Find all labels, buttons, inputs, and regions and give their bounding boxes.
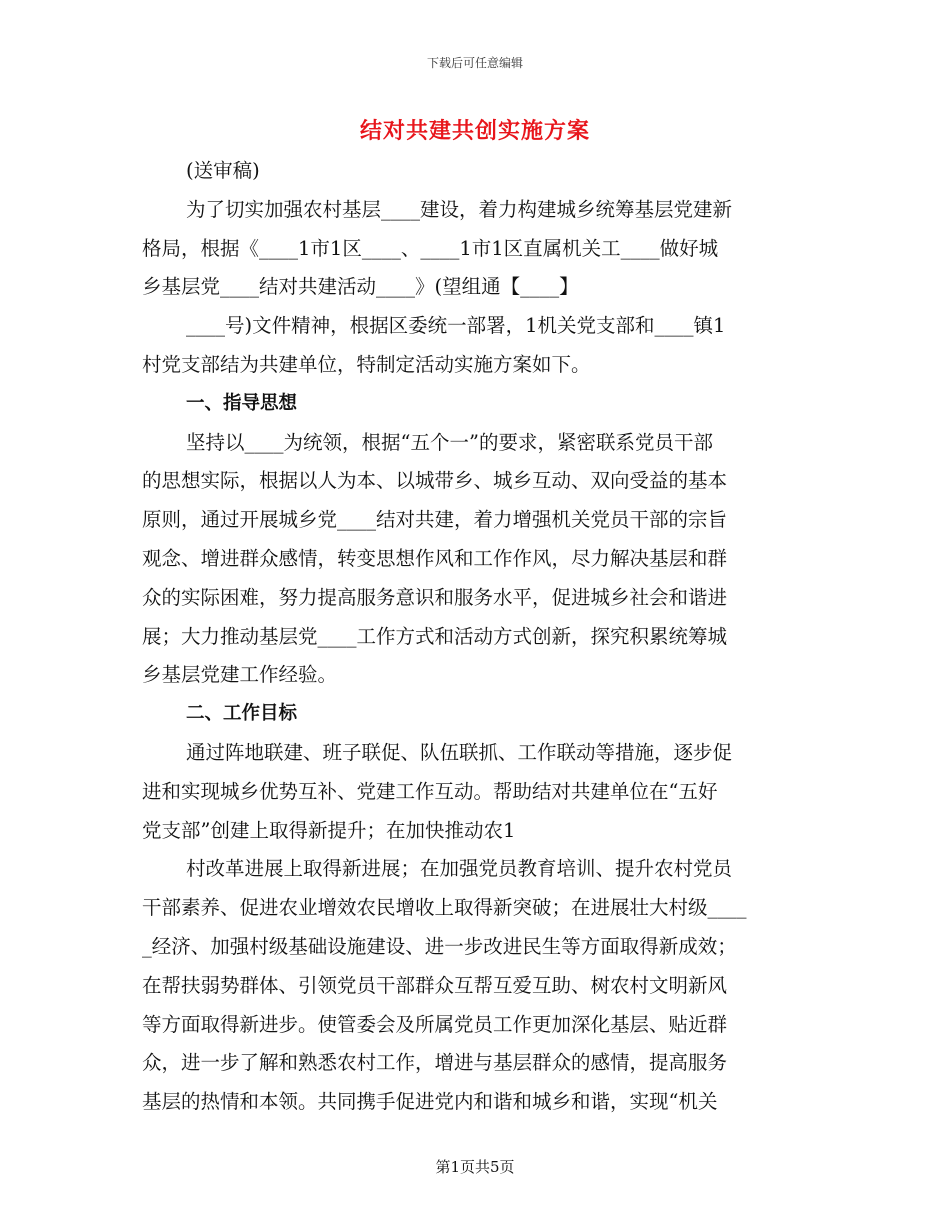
text-line: 通过阵地联建、班子联促、队伍联抓、工作联动等措施，逐步促 — [186, 740, 733, 764]
text-line: 进和实现城乡优势互补、党建工作互动。帮助结对共建单位在“五好 — [142, 779, 718, 803]
document-title: 结对共建共创实施方案 — [359, 118, 590, 144]
page-footer: 第1页共5页 — [435, 1158, 515, 1176]
text-line: 为了切实加强农村基层____建设，着力构建城乡统筹基层党建新 — [186, 197, 733, 221]
text-line: 原则，通过开展城乡党____结对共建，着力增强机关党员干部的宗旨 — [142, 508, 728, 532]
text-line: 基层的热情和本领。共同携手促进党内和谐和城乡和谐，实现“机关 — [142, 1090, 718, 1114]
text-line: 展；大力推动基层党____工作方式和活动方式创新，探究积累统筹城 — [142, 624, 728, 648]
section-heading: 二、工作目标 — [186, 703, 298, 725]
text-line: 党支部”创建上取得新提升；在加快推动农1 — [142, 818, 516, 842]
section-heading: 一、指导思想 — [186, 392, 298, 414]
text-line: 村改革进展上取得新进展；在加强党员教育培训、提升农村党员 — [186, 857, 733, 881]
text-line: 众，进一步了解和熟悉农村工作，增进与基层群众的感情，提高服务 — [142, 1051, 728, 1075]
text-line: 的思想实际，根据以人为本、以城带乡、城乡互动、双向受益的基本 — [142, 469, 728, 493]
text-line: 众的实际困难，努力提高服务意识和服务水平，促进城乡社会和谐进 — [142, 585, 728, 609]
text-line: 观念、增进群众感情，转变思想作风和工作作风，尽力解决基层和群 — [142, 546, 728, 570]
text-line: (送审稿) — [186, 159, 260, 182]
text-line: 格局，根据《____1市1区____、____1市1区直属机关工____做好城 — [142, 236, 719, 260]
text-line: 在帮扶弱势群体、引领党员干部群众互帮互爱互助、树农村文明新风 — [142, 973, 728, 997]
page-header: 下载后可任意编辑 — [426, 56, 523, 70]
text-line: _经济、加强村级基础设施建设、进一步改进民生等方面取得新成效； — [142, 934, 737, 958]
text-line: 村党支部结为共建单位，特制定活动实施方案如下。 — [142, 352, 591, 376]
document-body — [142, 152, 810, 1122]
text-line: 乡基层党____结对共建活动____》(望组通【____】 — [142, 275, 579, 299]
text-line: 干部素养、促进农业增效农民增收上取得新突破；在进展壮大村级____ — [142, 896, 747, 920]
text-line: 乡基层党建工作经验。 — [142, 663, 338, 687]
text-line: ____号)文件精神，根据区委统一部署，1机关党支部和____镇1 — [186, 314, 726, 338]
text-line: 坚持以____为统领，根据“五个一”的要求，紧密联系党员干部 — [186, 430, 713, 454]
text-line: 等方面取得新进步。使管委会及所属党员工作更加深化基层、贴近群 — [142, 1012, 728, 1036]
